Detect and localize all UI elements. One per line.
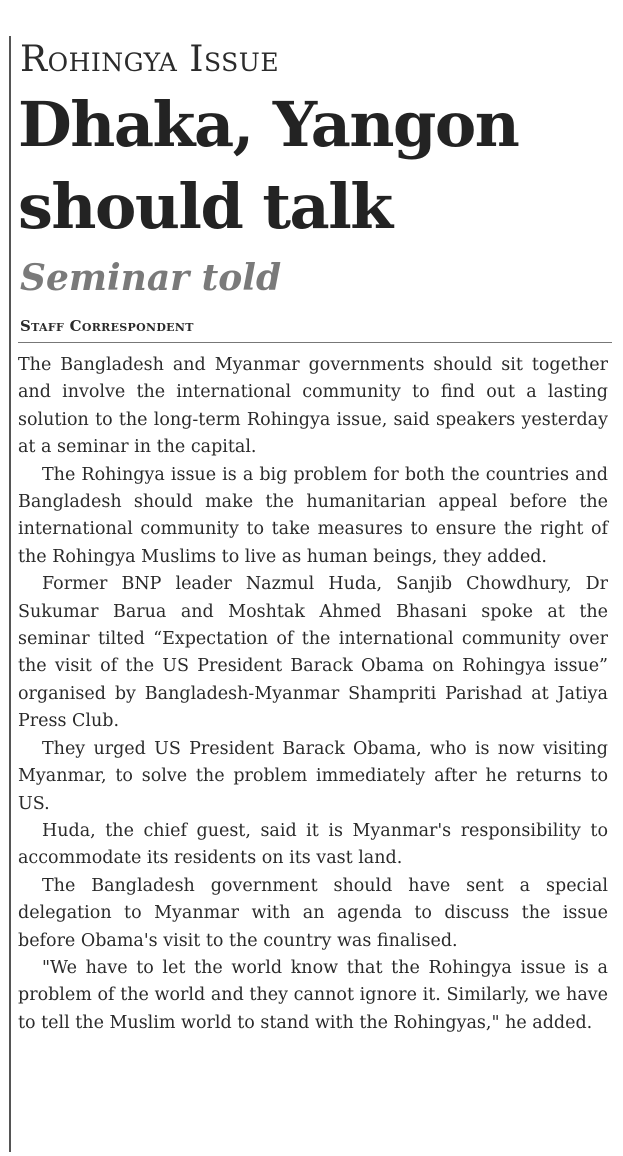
kicker: Rohingya Issue: [20, 39, 280, 80]
paragraph: They urged US President Barack Obama, who is now visiting Myanmar, to solve the problem immediately after he returns to US.: [18, 738, 608, 814]
divider: [18, 342, 612, 343]
paragraph: Huda, the chief guest, said it is Myanmar's responsibility to accommodate its residents on its vast land.: [18, 820, 608, 869]
subhead: Seminar told: [20, 257, 282, 299]
paragraph: The Bangladesh government should have sent a special delegation to Myanmar with an agenda to discuss the issue before Obama's visit to the country was finalised.: [18, 875, 608, 951]
article-body: [18, 352, 608, 1037]
paragraph: The Bangladesh and Myanmar governments should sit together and involve the international community to find out a lasting solution to the long-term Rohingya issue, said speakers yesterday at a seminar in the capital.: [18, 355, 608, 458]
paragraph: Former BNP leader Nazmul Huda, Sanjib Chowdhury, Dr Sukumar Barua and Moshtak Ahmed Bhasani spoke at the seminar tilted “Expectation of the international community over the visit of the US President Barack Obama on Rohingya issue” organised by Bangladesh-Myanmar Shampriti Parishad at Jatiya Press Club.: [18, 574, 608, 732]
paragraph: The Rohingya issue is a big problem for both the countries and Bangladesh should make the humanitarian appeal before the international community to take measures to ensure the right of the Rohingya Muslims to live as human beings, they added.: [18, 464, 608, 567]
byline: Staff Correspondent: [20, 317, 194, 335]
column-rule: [9, 36, 11, 1152]
headline: Dhaka, Yangon should talk: [18, 88, 519, 243]
paragraph: "We have to let the world know that the Rohingya issue is a problem of the world and they cannot ignore it. Similarly, we have to tell the Muslim world to stand with the Rohingyas," he added.: [18, 957, 608, 1033]
